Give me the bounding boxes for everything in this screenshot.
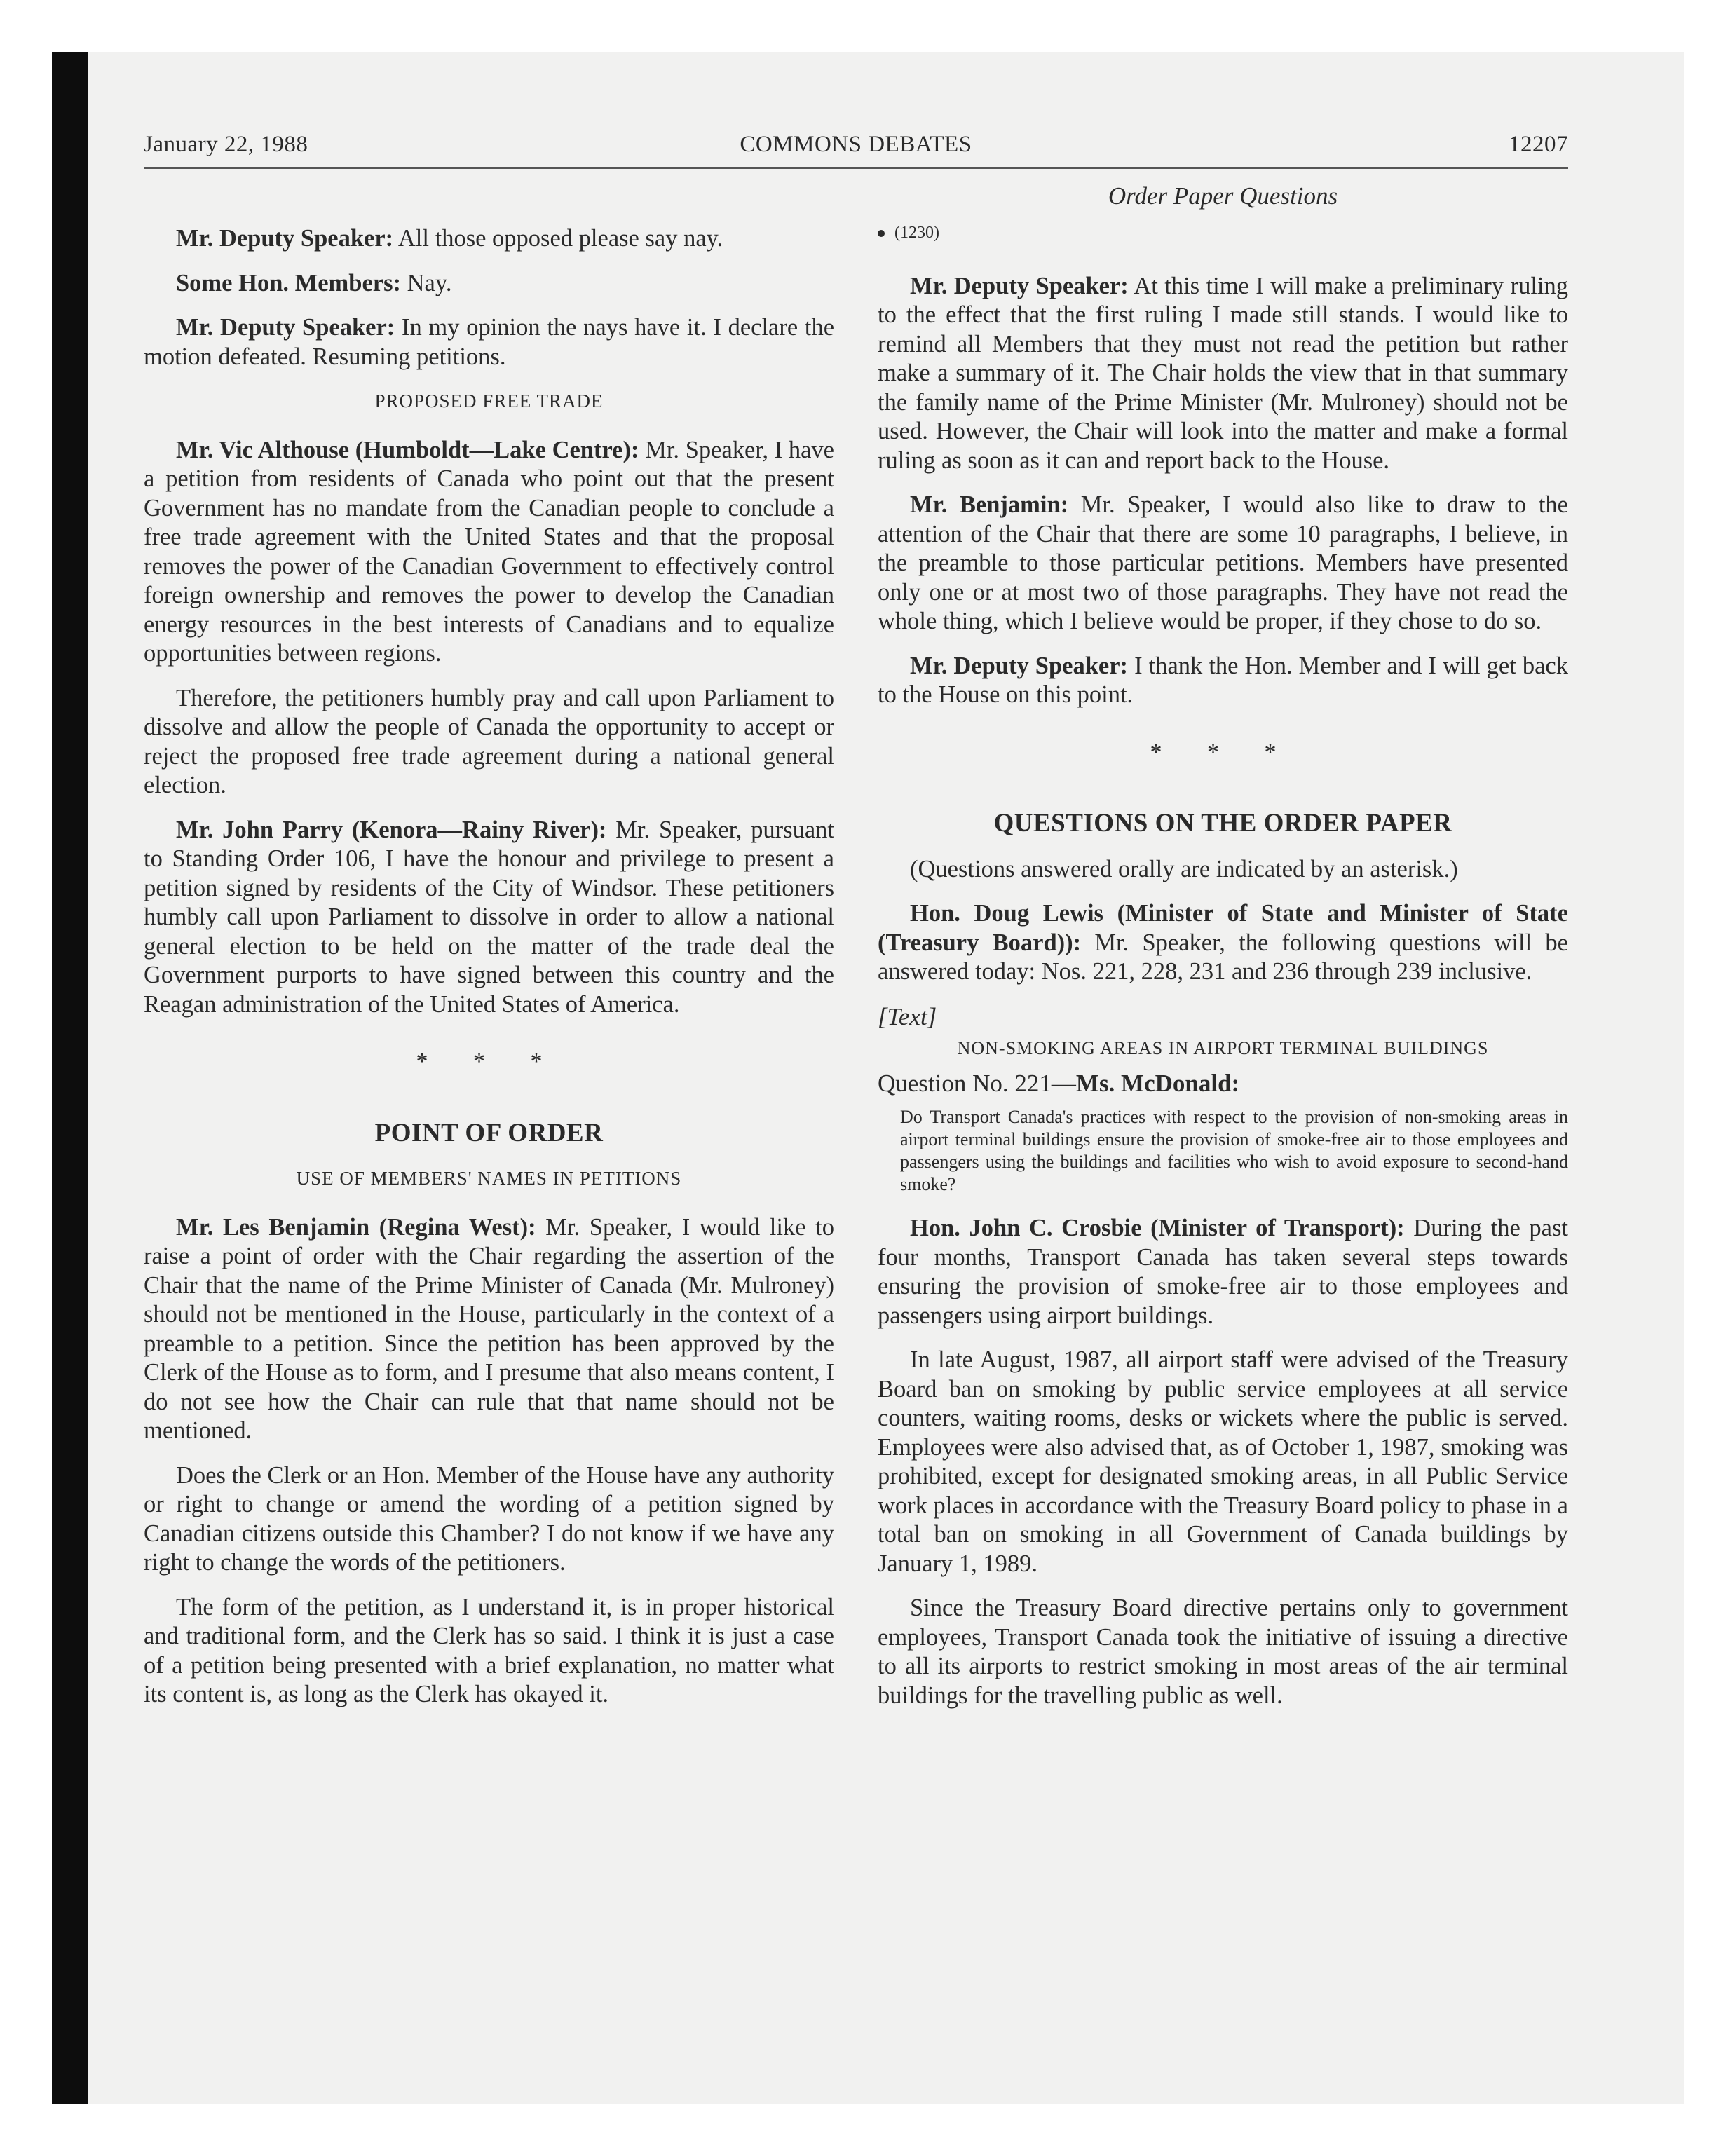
- paragraph: [878, 899, 1568, 987]
- speaker-name: Mr. John Parry (Kenora—Rainy River):: [176, 816, 607, 843]
- paragraph-text: Mr. Speaker, I have a petition from residents of Canada who point out that the present Government has no mandate from the Canadian people to conclude a free trade agreement with the United States and that the proposal removes the power of the Canadian Government to effectively control foreign ownership and removes the power to develop the Canadian energy resources in the best interests of Canadians and to equalize opportunities between regions.: [144, 436, 834, 667]
- header-title: COMMONS DEBATES: [740, 132, 972, 157]
- speaker-name: Mr. Deputy Speaker:: [910, 652, 1129, 679]
- paragraph-text: At this time I will make a preliminary ruling to the effect that the first ruling I made still stands. I would like to remind all Members that they must not read the petition but rather make a summary of it. The Chair holds the view that in that summary the family name of the Prime Minister (Mr. Mulroney) should not be used. However, the Chair will look into the matter and make a formal ruling as soon as it can and report back to the House.: [878, 272, 1569, 474]
- paragraph: [144, 224, 834, 254]
- timestamp: [878, 219, 1568, 248]
- subheading: PROPOSED FREE TRADE: [374, 390, 604, 411]
- speaker-name: Mr. Vic Althouse (Humboldt—Lake Centre):: [176, 436, 639, 463]
- section-separator: * * *: [1150, 739, 1296, 765]
- question-text: Do Transport Canada's practices with respect to the provision of non-smoking areas in airport terminal buildings ensure the provision of smoke-free air to those employees and passengers using the buildings and facilities who wish to avoid exposure to second-hand smoke?: [900, 1107, 1568, 1194]
- paragraph-text: During the past four months, Transport Canada has taken several steps towards ensuring the provision of smoke-free air to those employees and passengers using airport buildings.: [878, 1215, 1568, 1329]
- paragraph: [878, 1346, 1568, 1578]
- speaker-name: Hon. John C. Crosbie (Minister of Transport):: [910, 1215, 1405, 1241]
- paragraph-text: The form of the petition, as I understand it, is in proper historical and traditional form, and the Clerk has so said. I think it is just a case of a petition being presented with a brief explanation, no matter what its content is, as long as the Clerk has okayed it.: [144, 1593, 834, 1707]
- paragraph-text: I thank the Hon. Member and I will get back to the House on this point.: [878, 652, 1568, 708]
- paragraph-text: In my opinion the nays have it. I declare the motion defeated. Resuming petitions.: [144, 314, 835, 370]
- subheading: USE OF MEMBERS' NAMES IN PETITIONS: [296, 1168, 682, 1189]
- paragraph: [144, 816, 834, 1020]
- question-number: [878, 1069, 1568, 1098]
- section-heading: POINT OF ORDER: [374, 1118, 604, 1147]
- speaker-name: Mr. Benjamin:: [910, 491, 1069, 518]
- paragraph-text: Mr. Speaker, I would like to raise a point of order with the Chair regarding the assertion of the Chair that the name of the Prime Minister of Canada (Mr. Mulroney) should not be mentioned in the House, particularly in the context of a preamble to a petition. Since the petition has been approved by the Clerk of the House as to form, and I presume that also means content, I do not see how the Chair can rule that that name should not be mentioned.: [144, 1213, 834, 1444]
- paragraph: [144, 313, 834, 371]
- right-column: [878, 219, 1568, 1726]
- paragraph: [144, 269, 834, 299]
- running-head: Order Paper Questions: [1108, 182, 1338, 210]
- timestamp-text: (1230): [894, 224, 939, 242]
- paragraph: [878, 1214, 1568, 1330]
- speaker-name: Hon. Doug Lewis (Minister of State and Minister of State (Treasury Board)):: [878, 900, 1568, 956]
- section-separator: * * *: [416, 1049, 562, 1074]
- speaker-name: Some Hon. Members:: [176, 269, 401, 296]
- paragraph: [144, 1593, 834, 1710]
- bullet-icon: [878, 230, 885, 237]
- paragraph: [144, 684, 834, 800]
- question-member: Ms. McDonald:: [1075, 1069, 1240, 1097]
- speaker-name: Mr. Les Benjamin (Regina West):: [176, 1213, 536, 1241]
- paragraph: [878, 272, 1568, 476]
- paragraph-text: Therefore, the petitioners humbly pray and call upon Parliament to dissolve and allow the people of Canada the opportunity to accept or reject the proposed free trade agreement during a national general election.: [144, 684, 834, 798]
- paragraph-text: In late August, 1987, all airport staff were advised of the Treasury Board ban on smoking by public service employees at all service counters, waiting rooms, desks or wickets where the public is served. Employees were also advised that, as of October 1, 1987, smoking was prohibited, except for designated smoking areas, in all Public Service work places in accordance with the Treasury Board policy to phase in a total ban on smoking in all Government of Canada buildings by January 1, 1989.: [878, 1346, 1568, 1577]
- question-label: Question No. 221—: [878, 1069, 1076, 1097]
- paragraph: [878, 491, 1568, 636]
- paragraph: [878, 1594, 1568, 1710]
- paragraph-text: Mr. Speaker, pursuant to Standing Order 106, I have the honour and privilege to present a petition signed by residents of the City of Windsor. These petitioners humbly call upon Parliament to dissolve in order to allow a national general election to be held on the matter of the trade deal the Government purports to have signed between this country and the Reagan administration of the United States of America.: [144, 816, 834, 1018]
- speaker-name: Mr. Deputy Speaker:: [910, 272, 1129, 299]
- section-heading: QUESTIONS ON THE ORDER PAPER: [993, 809, 1452, 838]
- speaker-name: Mr. Deputy Speaker:: [176, 225, 394, 252]
- subheading: NON-SMOKING AREAS IN AIRPORT TERMINAL BUILDINGS: [957, 1038, 1489, 1058]
- paragraph-text: Mr. Speaker, I would also like to draw to the attention of the Chair that there are some 10 paragraphs, I believe, in the preamble to those particular petitions. Members have presented only one or at most two of those paragraphs. They have not read the whole thing, which I believe would be proper, if they chose to do so.: [878, 491, 1568, 634]
- paragraph: [878, 652, 1568, 710]
- paragraph: [144, 1461, 834, 1578]
- paragraph-text: Nay.: [400, 269, 452, 296]
- note: (Questions answered orally are indicated by an asterisk.): [910, 855, 1458, 882]
- speaker-name: Mr. Deputy Speaker:: [176, 314, 395, 341]
- header-page-number: 12207: [1509, 132, 1568, 157]
- text-tag: [Text]: [878, 1002, 937, 1030]
- paragraph: [144, 436, 834, 669]
- paragraph-text: Does the Clerk or an Hon. Member of the House have any authority or right to change or amend the wording of a petition signed by Canadian citizens outside this Chamber? I do not know if we have any right to change the words of the petitioners.: [144, 1461, 834, 1576]
- left-column: [144, 224, 834, 1725]
- paragraph-text: Since the Treasury Board directive pertains only to government employees, Transport Canada took the initiative of issuing a directive to all its airports to restrict smoking in most areas of the air terminal buildings for the travelling public as well.: [878, 1595, 1568, 1709]
- paragraph-text: Mr. Speaker, the following questions will be answered today: Nos. 221, 228, 231 and 236 through 239 inclusive.: [878, 929, 1568, 985]
- paragraph-text: All those opposed please say nay.: [393, 225, 723, 252]
- header-date: January 22, 1988: [144, 132, 308, 157]
- paragraph: [144, 1213, 834, 1446]
- page-header: [144, 128, 1568, 169]
